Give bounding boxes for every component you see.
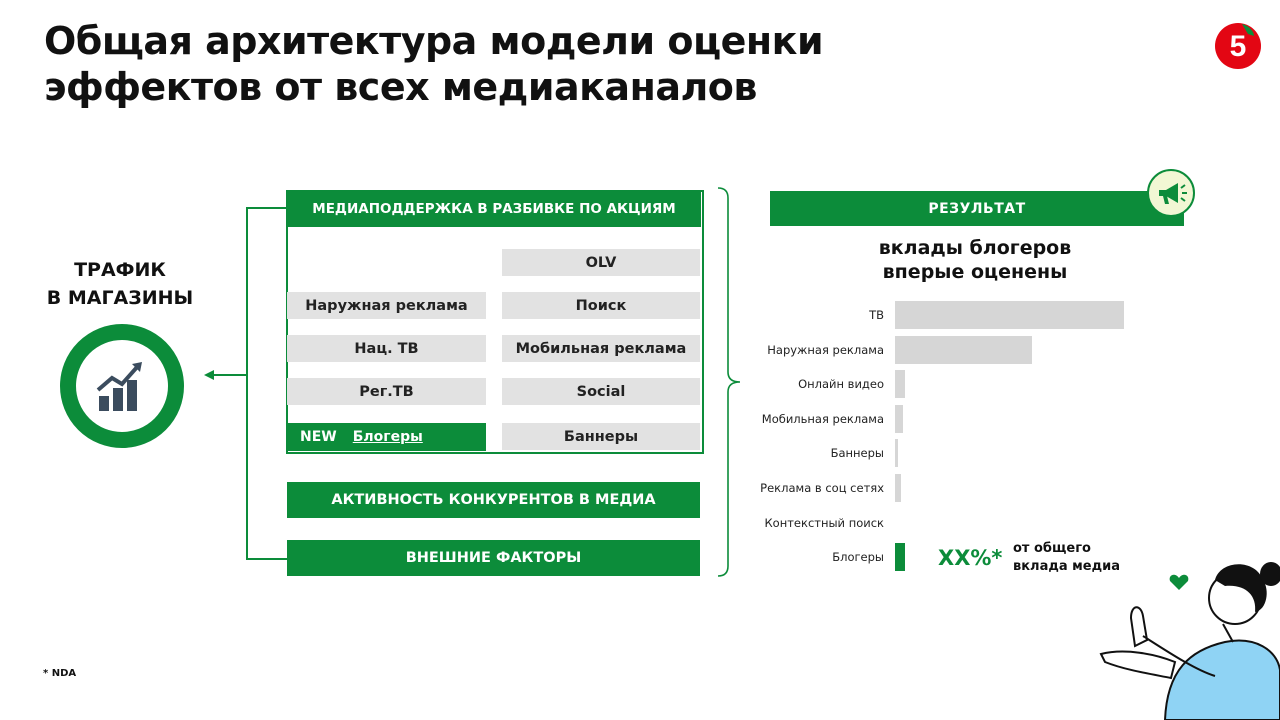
chart-label: Наружная реклама [767,342,884,357]
chart-label: Мобильная реклама [761,411,884,426]
media-cell-national-tv: Нац. ТВ [287,335,486,362]
media-cell-bloggers [287,423,486,451]
footnote: * NDA [43,668,77,679]
bloggers-link[interactable]: Блогеры [352,429,423,445]
traffic-ring [60,324,184,448]
curly-bracket [716,186,746,578]
growth-chart-icon [98,362,142,411]
result-subtitle: вклады блогеров вперые оценены [878,237,1072,283]
result-header: РЕЗУЛЬТАТ [770,191,1184,226]
new-badge: NEW [300,429,337,445]
media-cell-mobile: Мобильная реклама [502,335,700,362]
brand-logo [1214,22,1262,70]
competitors-box: АКТИВНОСТЬ КОНКУРЕНТОВ В МЕДИА [287,482,700,518]
chart-bar [895,336,1032,364]
media-cell-outdoor: Наружная реклама [287,292,486,319]
chart-bar [895,543,905,571]
xx-note: от общего вклада медиа [1013,541,1120,574]
page-title: Общая архитектура модели оценки эффектов от всех медиаканалов [44,19,824,109]
xx-percent: XX%* [938,546,1003,570]
media-cell-olv: OLV [502,249,700,276]
media-cell-search: Поиск [502,292,700,319]
chart-label: Баннеры [830,446,884,461]
arrow-left-icon [204,369,216,381]
person-illustration [1095,550,1280,720]
chart-label: ТВ [869,308,884,322]
heart-icon [1170,575,1189,590]
megaphone-icon [1146,168,1196,218]
chart-bar [895,474,901,502]
connector-bottom [246,558,287,560]
connector-vertical [246,207,248,559]
chart-bar [895,405,903,433]
media-support-header: МЕДИАПОДДЕРЖКА В РАЗБИВКЕ ПО АКЦИЯМ [287,191,701,227]
chart-bar [895,439,898,467]
chart-label: Реклама в соц сетях [760,481,884,495]
chart-label: Блогеры [832,550,884,565]
chart-bar [895,370,905,398]
media-support-box [286,190,704,454]
chart-label: Контекстный поиск [764,515,884,530]
media-cell-banners: Баннеры [502,423,700,450]
connector-top [246,207,287,209]
media-cell-social: Social [502,378,700,405]
connector-arrow-line [212,374,246,376]
media-cell-regional-tv: Рег.ТВ [287,378,486,405]
svg-text:5: 5 [1229,30,1247,63]
external-factors-box: ВНЕШНИЕ ФАКТОРЫ [287,540,700,576]
chart-label: Онлайн видео [798,377,884,392]
traffic-label: ТРАФИК В МАГАЗИНЫ [46,259,194,309]
chart-bar [895,301,1124,329]
